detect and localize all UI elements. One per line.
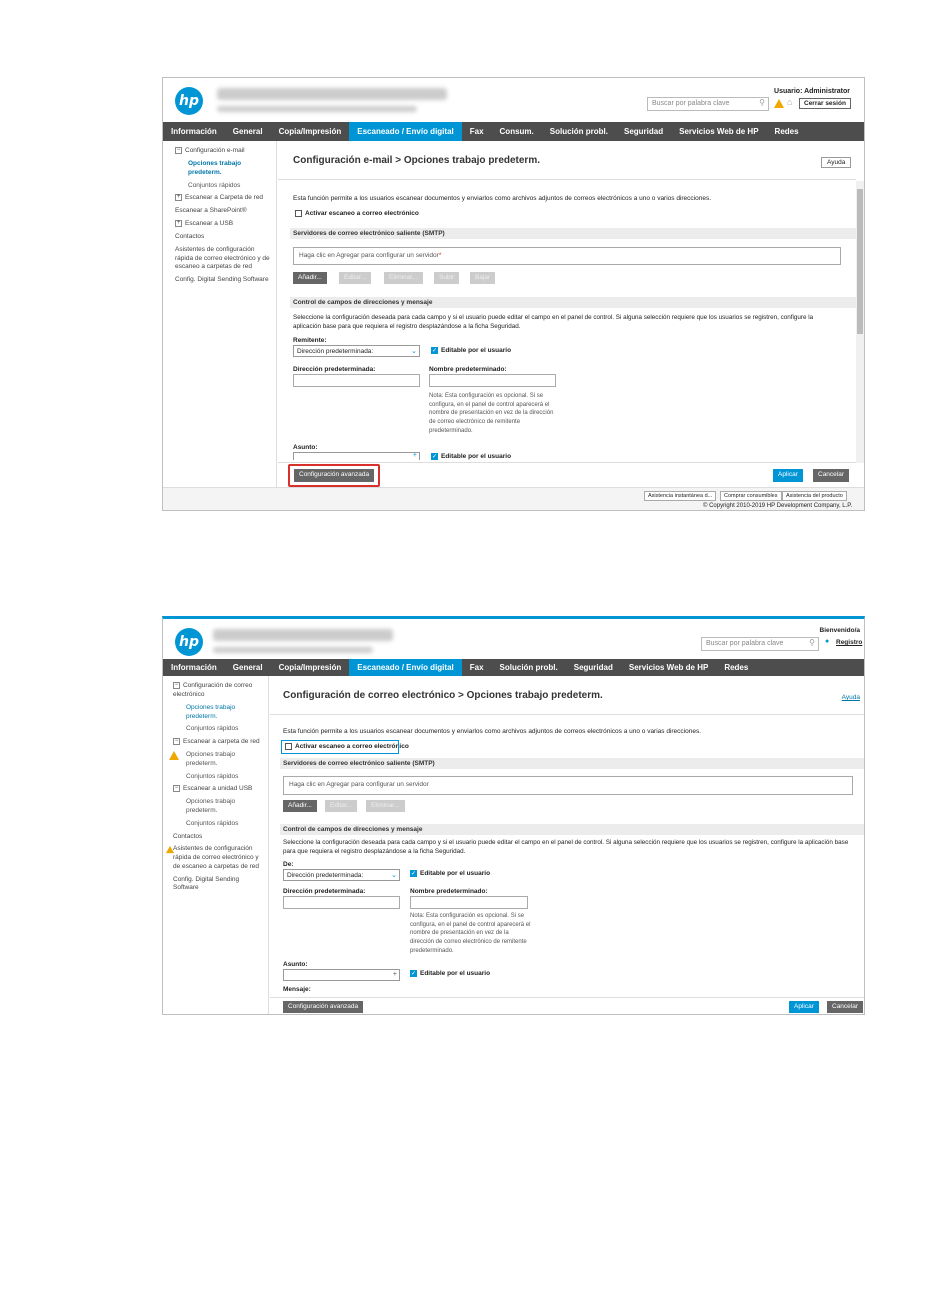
sidebar-item-folder-default-options[interactable] [186,751,264,769]
sidebar-item-email-config[interactable] [173,682,264,700]
smtp-server-list[interactable] [283,776,853,795]
default-address-label: Dirección predeterminada: [293,366,376,373]
tab-information[interactable]: Información [171,127,217,136]
sidebar-label: Escanear a Carpeta de red [185,194,264,202]
register-link[interactable]: Registro [836,639,863,646]
user-icon: ● [825,638,830,645]
sidebar-item-contacts[interactable]: Contactos [175,233,205,241]
edit-server-button[interactable]: Editar... [339,272,371,284]
address-description: Seleccione la configuración deseada para cada campo y si el usuario puede editar el campo en el panel de control. Si alguna selección requiere que los usuarios se registren, configure la aplicación base para que requiera el registro desplazándose a la ficha Seguridad. [283,839,849,856]
sidebar-label: Asistentes de configuración rápida de correo electrónico y de escaneo a carpetas de red [173,845,260,870]
from-label: Remitente: [293,337,327,344]
from-editable-row [431,347,511,354]
editable-label: Editable por el usuario [420,970,491,978]
subject-editable-row [431,453,511,460]
sidebar-item-usb-quick-sets[interactable]: Conjuntos rápidos [186,819,239,827]
from-editable-checkbox[interactable]: ✓ [411,871,417,877]
footer-link-buy-supplies[interactable]: Comprar consumibles [720,491,782,501]
logout-button[interactable]: Cerrar sesión [799,98,851,109]
search-input[interactable] [701,637,819,651]
subject-editable-checkbox[interactable]: ✓ [411,971,417,977]
user-label: Usuario: Administrator [774,88,850,95]
intro-text: Esta función permite a los usuarios escanear documentos y enviarlos como archivos adjuntos de correos electrónicos a uno o varias direcciones. [283,728,702,735]
default-address-input[interactable] [293,374,420,387]
sidebar-label: Escanear a carpeta de red [183,738,260,746]
home-icon[interactable]: ⌂ [787,97,793,107]
advanced-settings-button[interactable]: Configuración avanzada [294,469,374,482]
tab-fax[interactable]: Fax [469,127,484,136]
collapse-icon[interactable]: − [176,147,181,153]
search-icon[interactable]: ⚲ [759,98,765,107]
copyright: © Copyright 2010-2019 HP Development Company, L.P. [703,503,853,509]
apply-button[interactable]: Aplicar [789,1001,819,1013]
subject-editable-checkbox[interactable]: ✓ [432,454,438,460]
default-name-label: Nombre predeterminado: [410,888,488,895]
tab-general[interactable]: General [232,127,263,136]
subject-editable-row [410,970,490,977]
tab-supplies[interactable]: Consum. [499,127,534,136]
sidebar-item-usb-default-options[interactable]: Opciones trabajo predeterm. [186,798,236,815]
intro-text: Esta función permite a los usuarios escanear documentos y enviarlos como archivos adjuntos de correos electrónicos a uno o varios direcciones. [293,195,712,202]
expand-icon[interactable]: + [176,194,181,201]
editable-label: Editable por el usuario [441,453,512,461]
search-input[interactable] [647,97,769,111]
tab-hp-web-services[interactable]: Servicios Web de HP [628,663,709,672]
main-nav [163,122,864,141]
sidebar-item-scan-usb[interactable] [173,785,264,794]
move-down-button[interactable]: Bajar [470,272,495,284]
screenshot-2 [162,616,865,1015]
tab-troubleshooting[interactable]: Solución probl. [499,663,558,672]
tab-scan-digital-send[interactable]: Escaneado / Envío digital [349,659,461,676]
sidebar-item-scan-folder[interactable] [173,738,264,747]
advanced-settings-button[interactable]: Configuración avanzada [283,1001,363,1013]
default-name-input[interactable] [429,374,556,387]
printer-address-blurred [217,106,417,112]
required-mark: * [438,252,442,259]
from-select[interactable] [283,869,400,881]
sidebar [163,141,277,487]
main-nav [163,659,864,676]
from-select-value: Dirección predeterminada: [297,348,374,355]
sidebar-label: Opciones trabajo predeterm. [186,751,236,767]
sidebar-item-contacts[interactable]: Contactos [173,832,203,840]
chevron-down-icon: ⌄ [391,872,397,879]
subject-label: Asunto: [283,961,308,968]
search-placeholder: Buscar por palabra clave [652,100,730,107]
address-description: Seleccione la configuración deseada para cada campo y si el usuario puede editar el campo en el panel de control. Si alguna selección requiere que los usuarios se registren, configure la aplicación base para que requiera el registro desplazándose a la ficha Seguridad. [293,314,814,331]
enable-scan-label: Activar escaneo a correo electrónico [295,743,409,751]
remove-server-button[interactable]: Eliminar... [384,272,423,284]
tab-scan-digital-send[interactable]: Escaneado / Envío digital [349,122,461,141]
tab-information[interactable]: Información [171,663,217,672]
hp-logo[interactable]: hp [175,628,203,656]
default-name-label: Nombre predeterminado: [429,366,507,373]
sidebar-item-default-job-options[interactable]: Opciones trabajo predeterm. [186,703,236,720]
subject-label: Asunto: [293,444,318,451]
address-section-header: Control de campos de direcciones y mensaje [280,824,865,835]
sidebar-item-digital-sending[interactable]: Config. Digital Sending Software [173,875,240,892]
address-section-header: Control de campos de direcciones y mensaje [290,297,856,308]
sidebar-item-email-config[interactable] [175,147,272,156]
page-title: Configuración de correo electrónico > Opciones trabajo predeterm. [283,690,603,701]
from-select[interactable] [293,345,420,357]
highlight-enable-scan [281,740,399,754]
search-icon[interactable]: ⚲ [809,638,815,647]
warning-icon [166,846,174,853]
editable-label: Editable por el usuario [441,347,512,355]
message-label: Mensaje: [283,986,311,993]
chevron-down-icon: ⌄ [411,348,417,355]
smtp-section-header: Servidores de correo electrónico saliente (SMTP) [290,228,856,239]
from-label: De: [283,861,294,868]
expand-icon[interactable]: + [176,220,181,227]
help-button[interactable]: Ayuda [821,157,851,168]
tab-copy-print[interactable]: Copia/Impresión [278,127,342,136]
collapse-icon[interactable]: − [174,738,179,745]
subject-select[interactable] [293,452,420,460]
scrollbar-thumb[interactable] [857,189,863,334]
scrollbar[interactable] [856,181,864,463]
printer-name-blurred [217,88,447,100]
smtp-prompt: Haga clic en Agregar para configurar un servidor [299,252,439,259]
remove-server-button[interactable]: Eliminar... [366,800,405,812]
footer [163,487,864,511]
welcome-label: Bienvenido/a [819,627,860,634]
smtp-server-list[interactable] [293,247,841,265]
main-content [270,676,865,1015]
default-name-note: Nota: Esta configuración es opcional. Si se configura, en el panel de control aparecerá el nombre de presentación en vez de la dirección de correo electrónico de remitente predeterminado. [429,393,554,434]
sidebar-item-default-job-options[interactable]: Opciones trabajo predeterm. [188,159,242,176]
tab-copy-print[interactable]: Copia/Impresión [278,663,342,672]
smtp-section-header: Servidores de correo electrónico saliente (SMTP) [280,758,865,769]
enable-scan-checkbox[interactable] [295,210,302,217]
tab-networking[interactable]: Redes [774,127,799,136]
enable-scan-row [295,210,419,217]
printer-address-blurred [213,647,373,653]
help-link[interactable]: Ayuda [841,694,860,701]
add-server-button[interactable]: Añadir... [293,272,327,284]
sidebar-label: Escanear a USB [185,220,234,228]
warning-icon[interactable] [774,99,784,108]
sidebar-item-folder-quick-sets[interactable]: Conjuntos rápidos [186,772,239,780]
cancel-button[interactable]: Cancelar [827,1001,863,1013]
highlight-advanced-settings [288,464,380,487]
page-title: Configuración e-mail > Opciones trabajo predeterm. [293,155,540,166]
collapse-icon[interactable]: − [174,785,179,792]
move-up-button[interactable]: Subir [434,272,459,284]
footer-link-instant-support[interactable]: Asistencia instantánea d... [644,491,716,501]
from-editable-checkbox[interactable]: ✓ [432,348,438,354]
sidebar-item-wizards[interactable] [173,845,264,871]
footer-link-product-support[interactable]: Asistencia del producto [782,491,847,501]
add-server-button[interactable]: Añadir... [283,800,317,812]
from-editable-row [410,870,490,877]
edit-server-button[interactable]: Editar... [325,800,357,812]
plus-icon: + [412,452,417,459]
default-address-input[interactable] [283,896,400,909]
default-name-note: Nota: Esta configuración es opcional. Si se configura, en el panel de control aparecerá el nombre de presentación en vez de la dirección de correo electrónico de remitente predeterminado. [410,913,531,954]
tab-troubleshooting[interactable]: Solución probl. [549,127,608,136]
warning-icon [169,751,179,760]
hp-logo[interactable]: hp [175,87,203,115]
default-address-label: Dirección predeterminada: [283,888,366,895]
tab-networking[interactable]: Redes [724,663,749,672]
main-content [278,141,856,487]
sidebar-label: Escanear a unidad USB [183,785,253,793]
sidebar-item-wizards[interactable]: Asistentes de configuración rápida de correo electrónico y de escaneo a carpetas de red [175,245,270,271]
printer-name-blurred [213,629,393,641]
tab-security[interactable]: Seguridad [573,663,613,672]
from-select-value: Dirección predeterminada: [287,872,364,879]
sidebar-label: Configuración de correo electrónico [173,682,253,698]
subject-select[interactable] [283,969,400,981]
sidebar-label: Configuración e-mail [185,147,245,155]
default-name-input[interactable] [410,896,528,909]
sidebar-item-quick-sets[interactable]: Conjuntos rápidos [188,181,241,189]
screenshot-1 [162,77,865,511]
editable-label: Editable por el usuario [420,870,491,878]
plus-icon: + [392,971,397,978]
header [163,619,864,663]
smtp-prompt: Haga clic en Agregar para configurar un servidor [289,781,429,788]
sidebar [163,676,269,1015]
sidebar-item-digital-sending[interactable]: Config. Digital Sending Software [175,276,269,284]
collapse-icon[interactable]: − [174,682,179,688]
tab-hp-web-services[interactable]: Servicios Web de HP [679,127,759,136]
tab-security[interactable]: Seguridad [623,127,664,136]
enable-scan-label: Activar escaneo a correo electrónico [305,210,419,218]
header [163,78,864,122]
tab-general[interactable]: General [232,663,263,672]
sidebar-item-scan-sharepoint[interactable]: Escanear a SharePoint® [175,207,247,215]
search-placeholder: Buscar por palabra clave [706,640,784,647]
sidebar-item-scan-folder[interactable] [175,194,272,203]
apply-button[interactable]: Aplicar [773,469,803,482]
sidebar-item-quick-sets[interactable]: Conjuntos rápidos [186,725,239,733]
tab-fax[interactable]: Fax [469,663,484,672]
cancel-button[interactable]: Cancelar [813,469,849,482]
sidebar-item-scan-usb[interactable] [175,220,272,229]
